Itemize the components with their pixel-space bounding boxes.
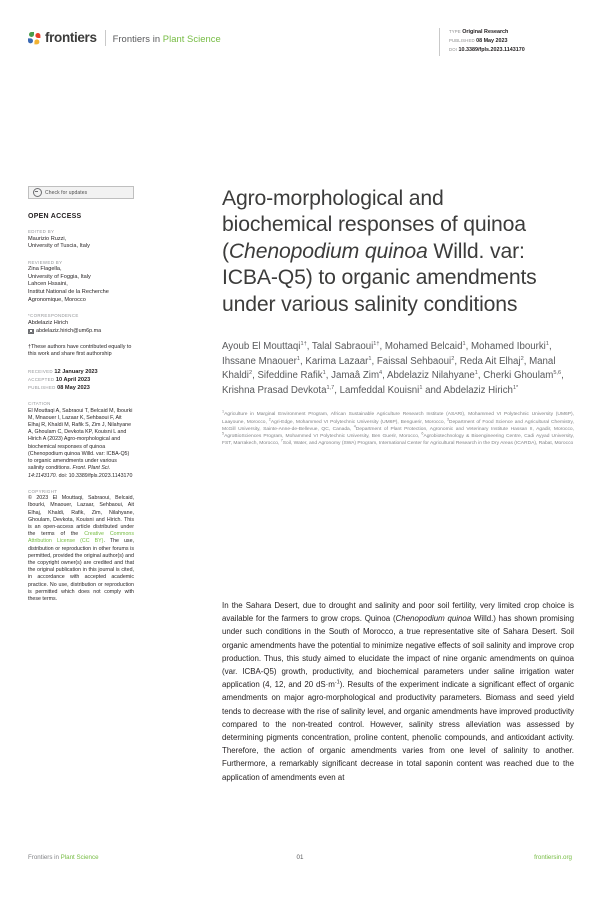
- header-divider: [105, 30, 106, 46]
- frontiers-wordmark: frontiers: [45, 30, 97, 46]
- author-list: Ayoub El Mouttaqi$^{1\dagger}$, Talal Sabraoui$^{1\dagger}$, Mohamed Belcaid$^1$, Mohamed Ibourki$^1$, Ihssane Mnaouer$^1$, Karima Lazaar$^1$, Faissal Sehbaoui$^2$, Reda Ait Elhaj$^2$, Manal Khaldi$^2$, Sifeddine Rafik$^1$, Jamaâ Zim$^4$, Abdelaziz Nilahyane$^1$, Cherki Ghoulam$^{5,6}$, Krishna Prasad Devkota$^{1,7}$, Lamfeddal Kouisni$^1$ and Abdelaziz Hirich$^{1*}$: [222, 340, 564, 396]
- copyright-label: COPYRIGHT: [28, 488, 58, 494]
- reviewer-affiliation: University of Foggia, Italy: [28, 273, 91, 280]
- meta-published: PUBLISHED 08 May 2023: [449, 38, 508, 45]
- accepted-date: ACCEPTED 10 April 2023: [28, 376, 91, 383]
- copyright-group: [28, 489, 134, 604]
- meta-type: TYPE Original Research: [449, 29, 509, 35]
- page-header: [28, 28, 572, 62]
- abstract: In the Sahara Desert, due to drought and salinity and poor soil fertility, very limited crop choice is available for the farmers to grow crops. Quinoa (Chenopodium quinoa Willd.) has shown promising under such conditions in the South of Morocco, a true representative site of Sahara Desert. Soil organic amendments have the potential to minimize negative effects of soil salinity and improve crop production. Thus, this study aimed to elucidate the impact of nine organic amendments on quinoa (var. ICBA-Q5) growth, productivity, and biochemical parameters under saline irrigation water application (4, 12, and 20 $dS\cdot m^{-1}$). Results of the experiment indicate a significant effect of organic amendments on major agro-morphological and productivity parameters. Biomass and seed yield tends to decrease with the rise of salinity level, and organic amendments have improved productivity compared to the non-treated control. However, salinity stress alleviation was assessed by determining pigments concentration, proline content, phenolic compounds, and antioxidant activity. Therefore, the action of organic amendments varies from one level of salinity to another. Furthermore, a remarkably significant decrease in total saponin content was reached due to the application of amendments even at: [222, 601, 574, 782]
- correspondence-label: *CORRESPONDENCE: [28, 313, 79, 319]
- reviewer-name: Zina Flagella,: [28, 266, 62, 273]
- reviewer-affiliation: Institut National de la Recherche Agronomique, Morocco: [28, 288, 109, 303]
- equal-contribution-note: †These authors have contributed equally to this work and share first authorship: [28, 343, 132, 358]
- citation-text: El Mouttaqi A, Sabraoui T, Belcaid M, Ibourki M, Mnaouer I, Lazaar K, Sehbaoui F, Ait Elhaj R, Khaldi M, Rafik S, Zim J, Nilahyane A, Ghoulam C, Devkota KP, Kouisni L and Hirich A (2023) Agro-morphological and biochemical responses of quinoa (Chenopodium quinoa Willd. var: ICBA-Q5) to organic amendments under various salinity conditions. Front. Plant Sci. 14:1143170. doi: 10.3389/fpls.2023.1143170: [28, 407, 133, 479]
- article-main: [222, 186, 574, 782]
- refresh-icon: [33, 188, 42, 197]
- corresponding-author-name: Abdelaziz Hirich: [28, 319, 69, 326]
- editor-affiliation: University of Tuscia, Italy: [28, 243, 90, 250]
- page-title: Agro-morphological and biochemical responses of quinoa (Chenopodium quinoa Willd. var: ICBA-Q5) to organic amendments under various salinity conditions: [222, 187, 537, 316]
- article-meta: [439, 28, 572, 56]
- reviewer-name: Lahcen Hssaini,: [28, 281, 68, 288]
- published-date: PUBLISHED 08 May 2023: [28, 384, 90, 391]
- footer-website-link[interactable]: frontiersin.org: [534, 854, 572, 861]
- open-access-heading: OPEN ACCESS: [28, 213, 82, 220]
- footer-journal-name: Frontiers in Plant Science: [28, 854, 99, 861]
- journal-name: Frontiers in Plant Science: [112, 32, 221, 44]
- corresponding-email: abdelaziz.hirich@um6p.ma: [36, 327, 102, 334]
- reviewed-by-label: REVIEWED BY: [28, 259, 63, 265]
- frontiers-brand: [28, 28, 221, 48]
- edited-by-label: EDITED BY: [28, 229, 55, 234]
- page-footer: [28, 854, 572, 864]
- correspondence-group: [28, 313, 134, 335]
- citation-group: [28, 401, 134, 480]
- sidebar: [28, 186, 134, 612]
- license-link[interactable]: Creative Commons Attribution License (CC BY): [28, 531, 134, 545]
- edited-by-group: [28, 229, 134, 251]
- received-date: RECEIVED 12 January 2023: [28, 368, 98, 375]
- corresponding-email-row[interactable]: [28, 328, 134, 335]
- affiliations: $^1$Agriculture in Marginal Environment Program, African Sustainable Agriculture Research Institute (ASARI), Mohammed VI Polytechnic University (UM6P), Laayoune, Morocco, $^2$Agri-Edge, Mohammed VI Polytechnic University (UM6P), Benguerir, Morocco, $^3$Department of Food Science and Agricultural Chemistry, McGill University, Sainte-Anne-de-Bellevue, QC, Canada, $^4$Department of Plant Protection, Agronomic and Veterinary Institute Hassan II, Agadir, Morocco, $^5$AgroBioSciences Program, Mohammed VI Polytechnic University, Ben Guerir, Morocco, $^6$Agrobiotechnology & Bioengineering Centre, Cadi Ayyad University, FST, Marrakech, Morocco, $^7$Soil, Water, and Agronomy (SWA) Program, International Center for Agricultural Research in the Dry Areas (ICARDA), Rabat, Morocco: [222, 409, 574, 447]
- copyright-text: © 2023 El Mouttaqi, Sabraoui, Belcaid, Ibourki, Mnaouer, Lazaar, Sehbaoui, Ait Elhaj, Khaldi, Rafik, Zim, Nilahyane, Ghoulam, Devkota, Kouisni and Hirich. This is an open-access article distributed under the terms of the Creative Commons Attribution License (CC BY). The use, distribution or reproduction in other forums is permitted, provided the original author(s) and the copyright owner(s) are credited and that the original publication in this journal is cited, in accordance with accepted academic practice. No use, distribution or reproduction is permitted which does not comply with these terms.: [28, 495, 135, 603]
- check-for-updates-badge[interactable]: [28, 186, 134, 199]
- frontiers-logo-icon: [28, 32, 41, 45]
- page-number: 01: [296, 854, 304, 861]
- citation-label: CITATION: [28, 401, 51, 407]
- dates-group: [28, 368, 134, 393]
- meta-doi[interactable]: DOI 10.3389/fpls.2023.1143170: [449, 47, 525, 54]
- editor-name: Maurizio Ruzzi,: [28, 235, 67, 242]
- reviewed-by-group: [28, 260, 134, 304]
- check-for-updates-label: Check for updates: [45, 189, 88, 196]
- envelope-icon: [28, 329, 34, 333]
